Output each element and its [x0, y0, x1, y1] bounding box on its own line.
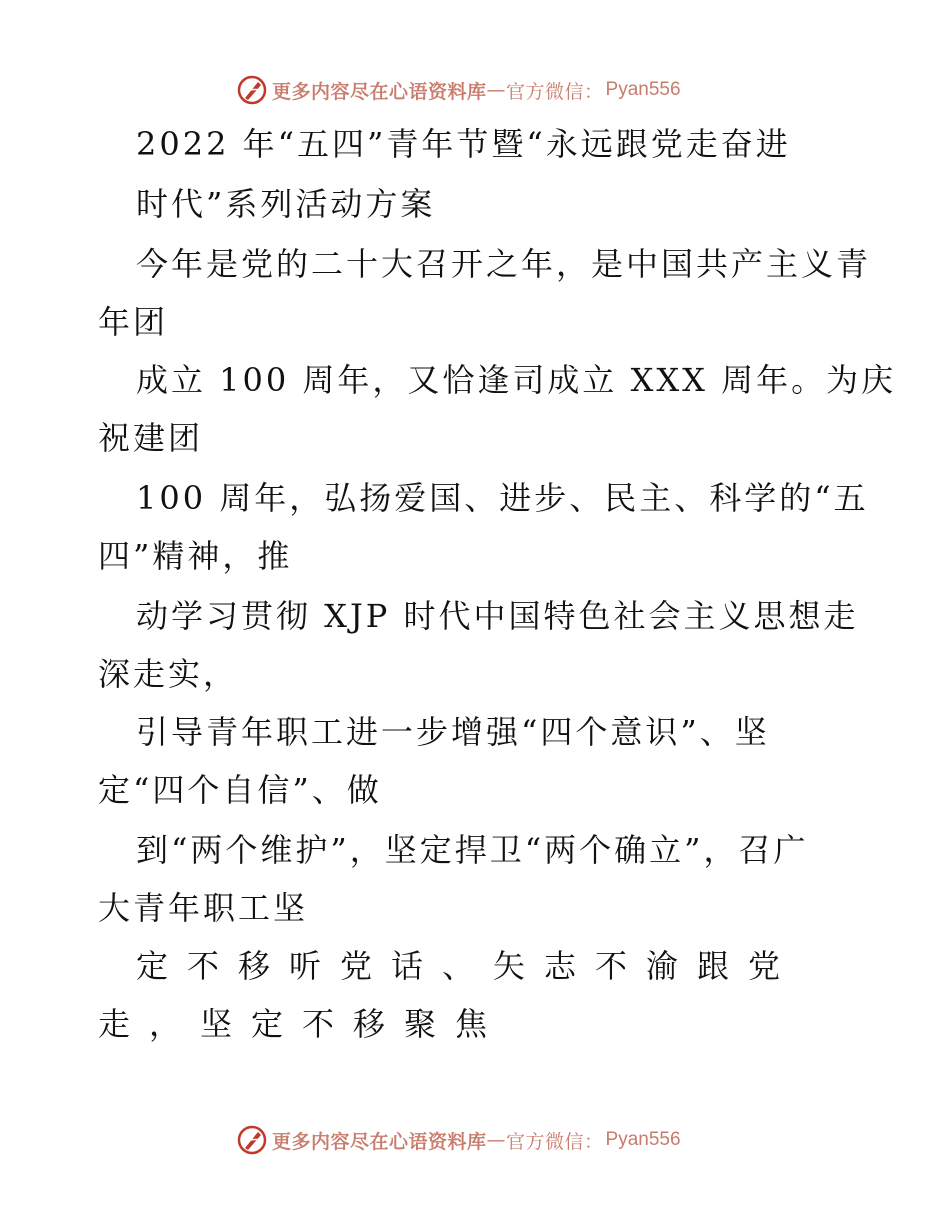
body-line: 祝建团 — [98, 419, 204, 457]
body-line: 动学习贯彻 XJP 时代中国特色社会主义思想走 — [136, 597, 859, 635]
watermark-wechat-id: Pyan556 — [605, 1129, 681, 1150]
body-line: 100 周年，弘扬爱国、进步、民主、科学的“五 — [136, 479, 869, 517]
watermark-wechat-id: Pyan556 — [605, 79, 681, 100]
watermark-separator: — — [486, 1129, 507, 1151]
body-line: 四”精神，推 — [98, 537, 293, 575]
feather-pen-circle-icon — [236, 74, 268, 106]
watermark-main-text: 更多内容尽在心语资料库 — [272, 1130, 487, 1153]
body-line: 今年是党的二十大召开之年，是中国共产主义青 — [136, 245, 872, 283]
watermark-label: 官方微信： — [506, 80, 604, 103]
header-watermark — [236, 73, 681, 107]
body-line: 定“四个自信”、做 — [98, 771, 382, 809]
feather-pen-circle-icon — [236, 1124, 268, 1156]
document-title-line-2: 时代”系列活动方案 — [136, 185, 436, 223]
body-line: 定不移听党话、矢志不渝跟党 — [136, 947, 800, 985]
body-line: 引导青年职工进一步增强“四个意识”、坚 — [136, 713, 770, 751]
footer-watermark — [236, 1123, 681, 1157]
body-line: 到“两个维护”，坚定捍卫“两个确立”，召广 — [136, 831, 809, 869]
body-line: 成立 100 周年，又恰逢司成立 XXX 周年。为庆 — [136, 361, 897, 399]
body-line: 深走实， — [98, 655, 239, 693]
body-line: 年团 — [98, 303, 169, 341]
watermark-main-text: 更多内容尽在心语资料库 — [272, 80, 487, 103]
watermark-label: 官方微信： — [506, 1130, 604, 1153]
body-line: 大青年职工坚 — [98, 889, 309, 927]
body-line: 走，坚定不移聚焦 — [98, 1005, 507, 1043]
document-title-line-1: 2022 年“五四”青年节暨“永远跟党走奋进 — [136, 125, 791, 163]
watermark-separator: — — [486, 79, 507, 101]
